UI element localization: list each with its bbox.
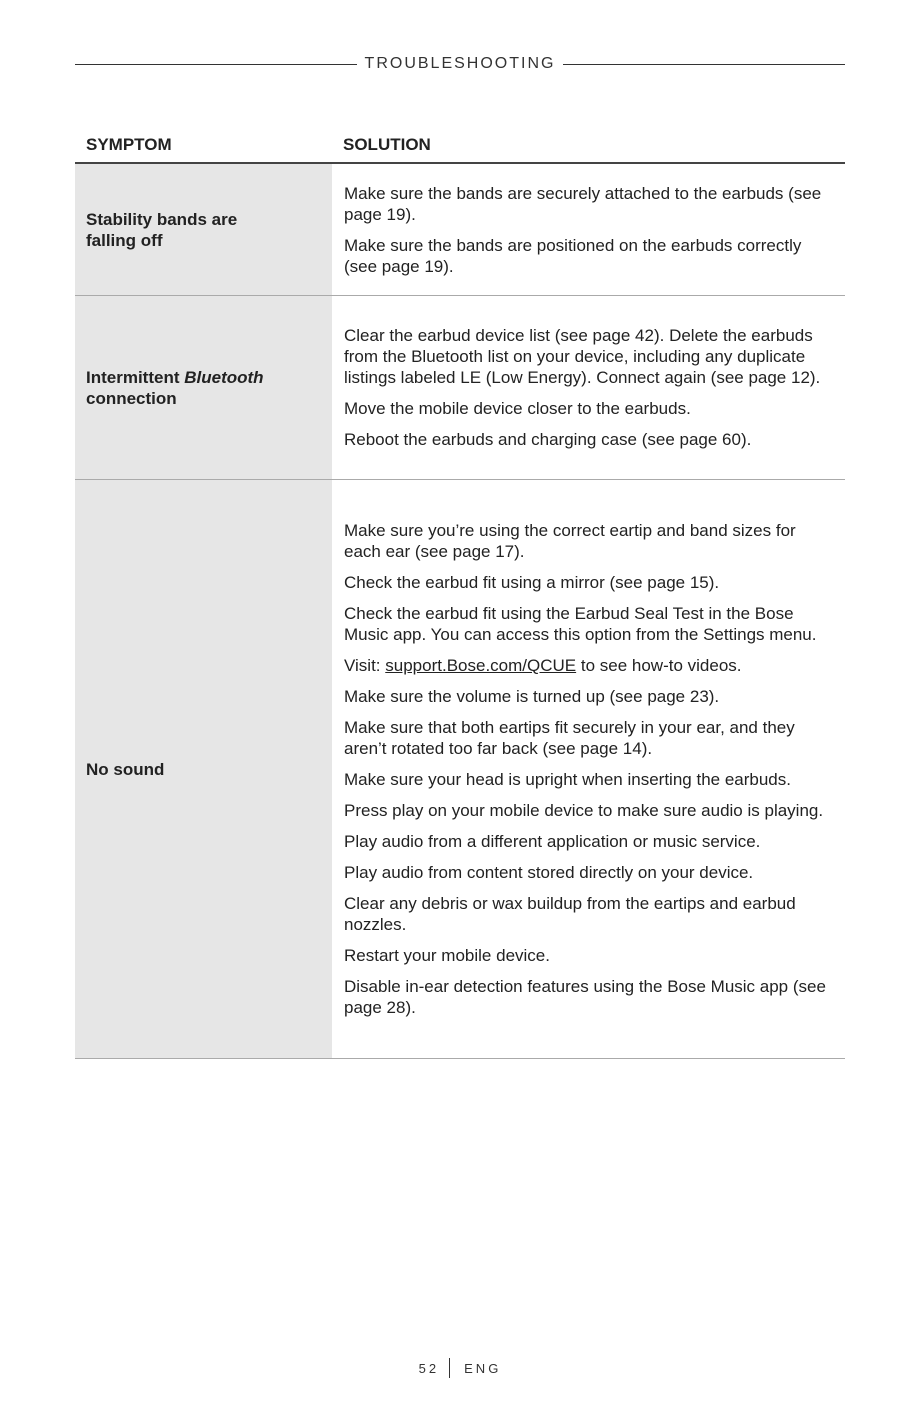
page-footer <box>0 1358 920 1378</box>
solution-item: Clear the earbud device list (see page 42). Delete the earbuds from the Bluetooth list on your device, including any duplicate listings labeled LE (Low Energy). Connect again (see page 12). <box>344 326 821 387</box>
symptom-text-part: connection <box>86 388 177 408</box>
page-number: 52 <box>418 1360 440 1376</box>
solution-item: Clear any debris or wax buildup from the eartips and earbud nozzles. <box>344 894 796 934</box>
solution-item: Make sure your head is upright when inserting the earbuds. <box>344 770 791 789</box>
table-row <box>75 296 845 480</box>
solution-item: Press play on your mobile device to make sure audio is playing. <box>344 801 824 820</box>
visit-prefix: Visit: <box>344 656 386 675</box>
solution-item: Make sure you’re using the correct eartip and band sizes for each ear (see page 17). <box>344 521 796 561</box>
visit-suffix: to see how-to videos. <box>576 656 742 675</box>
table-header <box>75 130 845 164</box>
symptom-text: No sound <box>86 759 165 779</box>
section-header <box>75 55 845 73</box>
solution-item: Play audio from content stored directly on your device. <box>344 863 754 882</box>
footer-divider <box>449 1358 450 1378</box>
table-row <box>75 164 845 296</box>
solution-item: Move the mobile device closer to the earbuds. <box>344 399 691 418</box>
language-label: ENG <box>464 1360 502 1376</box>
symptom-text: Stability bands are falling off <box>86 209 238 250</box>
solution-item-visit <box>344 655 835 676</box>
solution-item: Check the earbud fit using a mirror (see page 15). <box>344 573 720 592</box>
support-link[interactable]: support.Bose.com/QCUE <box>385 656 577 675</box>
column-header-solution: SOLUTION <box>343 135 431 154</box>
troubleshooting-table <box>75 130 845 1059</box>
solution-item: Make sure the bands are securely attached to the earbuds (see page 19). <box>344 183 822 224</box>
solution-item: Disable in-ear detection features using the Bose Music app (see page 28). <box>344 977 826 1017</box>
symptom-cell <box>75 164 332 295</box>
symptom-text <box>86 367 296 409</box>
section-title: TROUBLESHOOTING <box>364 55 556 72</box>
solution-item: Reboot the earbuds and charging case (see page 60). <box>344 430 752 449</box>
solution-item: Make sure that both eartips fit securely in your ear, and they aren’t rotated too far back (see page 14). <box>344 718 795 758</box>
solution-item: Restart your mobile device. <box>344 946 550 965</box>
solution-item: Play audio from a different application or music service. <box>344 832 761 851</box>
symptom-cell <box>75 296 332 479</box>
divider <box>563 64 845 65</box>
solution-item: Make sure the volume is turned up (see page 23). <box>344 687 720 706</box>
solution-item: Check the earbud fit using the Earbud Seal Test in the Bose Music app. You can access this option from the Settings menu. <box>344 604 817 644</box>
solution-cell <box>332 296 845 479</box>
table-row <box>75 480 845 1059</box>
solution-item: Make sure the bands are positioned on the earbuds correctly (see page 19). <box>344 235 802 276</box>
symptom-cell <box>75 480 332 1058</box>
divider <box>75 64 357 65</box>
solution-cell <box>332 480 845 1058</box>
symptom-text-italic: Bluetooth <box>184 367 264 387</box>
column-header-symptom: SYMPTOM <box>86 135 172 154</box>
symptom-text-part: Intermittent <box>86 367 185 387</box>
solution-cell <box>332 164 845 295</box>
